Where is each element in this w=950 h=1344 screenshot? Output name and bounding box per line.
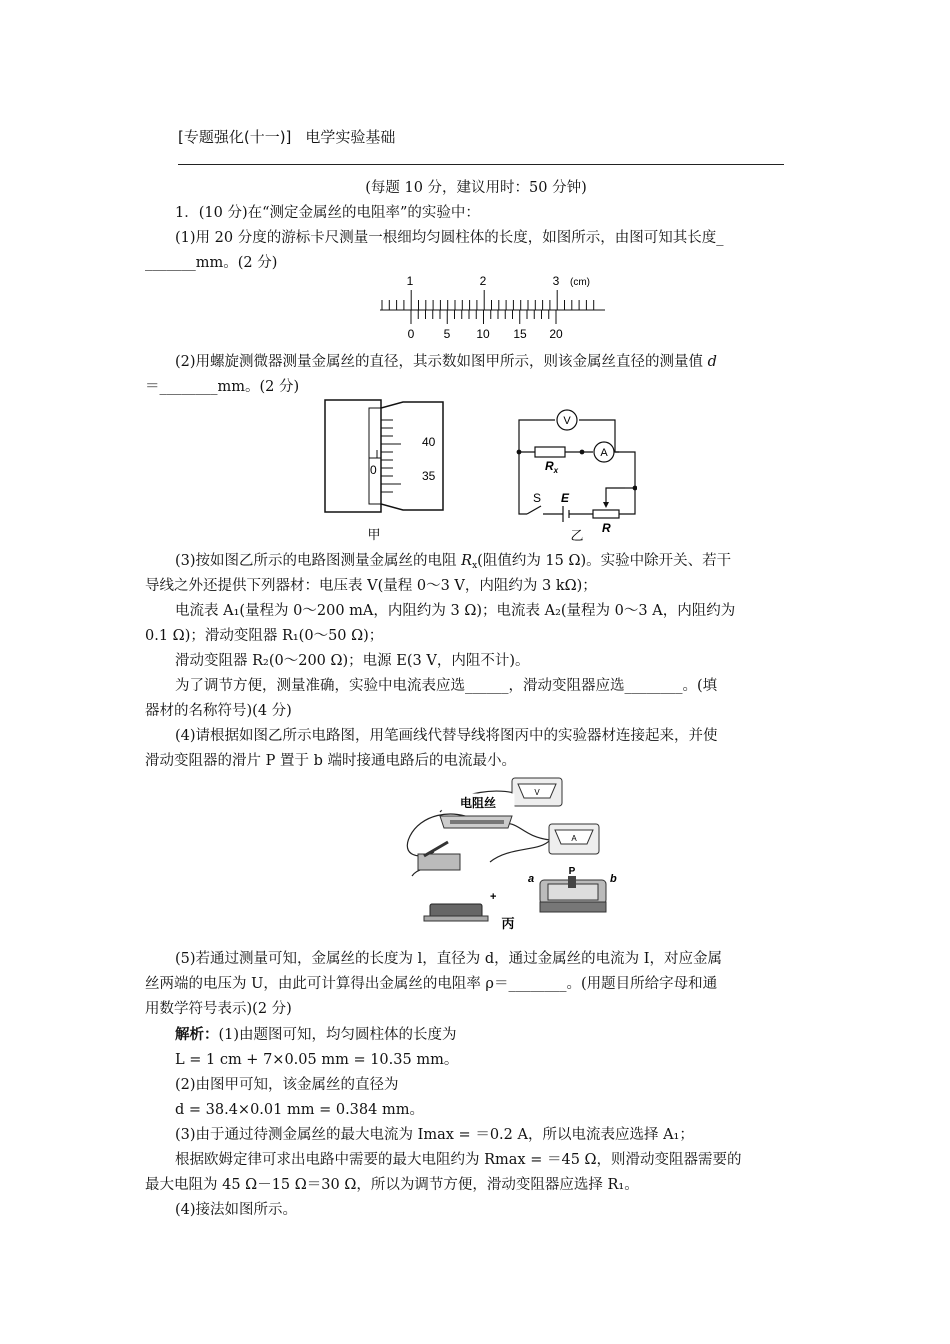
- solution-line4: d = 38.4×0.01 mm = 0.384 mm。: [175, 1102, 424, 1118]
- caliper-vernier-label: 10: [476, 327, 490, 341]
- apparatus-caption: 丙: [501, 916, 515, 931]
- page-title: 电学实验基础: [305, 128, 396, 146]
- circuit-switch-label: S: [533, 491, 542, 505]
- q1-p1-line2: _______mm。(2 分): [145, 255, 278, 271]
- apparatus-ammeter-label: A: [571, 834, 577, 843]
- q1-p3-line1: [145, 549, 731, 573]
- q1-p3-line5: 滑动变阻器 R₂(0～200 Ω)；电源 E(3 V，内阻不计)。: [175, 653, 530, 669]
- solution-label: 解析：: [175, 1026, 219, 1043]
- micrometer-label: 35: [422, 469, 436, 483]
- apparatus-end-b-label: b: [610, 873, 617, 885]
- apparatus-plus-label: +: [490, 891, 497, 903]
- q1-p3-sub: x: [472, 561, 478, 571]
- circuit-rx-letter: R: [545, 459, 554, 473]
- q1-p3-line6: 为了调节方便，测量准确，实验中电流表应选______，滑动变阻器应选________。(填: [175, 678, 718, 694]
- apparatus-end-a-label: a: [528, 873, 535, 885]
- vernier-caliper-figure: [380, 272, 610, 344]
- apparatus-wire-label: 电阻丝: [459, 796, 497, 810]
- circuit-diagram: [507, 402, 637, 546]
- circuit-ammeter-label: A: [600, 447, 608, 459]
- apparatus-figure: [400, 776, 620, 932]
- solution-line6: 根据欧姆定律可求出电路中需要的最大电阻约为 Rmax = ＝45 Ω，则滑动变阻器需要的: [175, 1152, 742, 1168]
- q1-p3-line7: 器材的名称符号)(4 分): [145, 703, 292, 719]
- q1-p2-line2: ＝________mm。(2 分): [145, 379, 300, 395]
- solution-line7: 最大电阻为 45 Ω－15 Ω＝30 Ω，所以为调节方便，滑动变阻器应选择 R₁。: [145, 1177, 639, 1193]
- caliper-vernier-label: 15: [513, 327, 527, 341]
- caliper-main-label: 1: [406, 274, 414, 288]
- circuit-rx-label: [545, 459, 559, 475]
- circuit-rx-sub: x: [553, 466, 559, 475]
- q1-p5-line1: (5)若通过测量可知，金属丝的长度为 l，直径为 d，通过金属丝的电流为 I，对应金属: [175, 951, 723, 967]
- topic-tag: [专题强化(十一)]: [178, 128, 292, 146]
- q1-p3-text-a: (3)按如图乙所示的电路图测量金属丝的电阻: [175, 553, 457, 569]
- time-note: (每题 10 分，建议用时：50 分钟): [365, 180, 587, 196]
- q1-p2-var: d: [707, 354, 717, 370]
- q1-p5-line2: 丝两端的电压为 U，由此可计算得出金属丝的电阻率 ρ＝________。(用题目所给字母和通: [145, 976, 718, 992]
- q1-p3-line3: 电流表 A₁(量程为 0～200 mA，内阻约为 3 Ω)；电流表 A₂(量程为 0～3 A，内阻约为: [175, 603, 736, 619]
- caliper-vernier-label: 20: [549, 327, 563, 341]
- micrometer-caption: 甲: [367, 527, 381, 542]
- q1-p3-line2: 导线之外还提供下列器材：电压表 V(量程 0～3 V，内阻约为 3 kΩ)；: [145, 578, 597, 594]
- caliper-main-label: 2: [479, 274, 487, 288]
- micrometer-figure: [323, 398, 453, 546]
- solution-line2: L = 1 cm + 7×0.05 mm = 10.35 mm。: [175, 1052, 459, 1068]
- caliper-vernier-label: 0: [407, 327, 415, 341]
- circuit-caption: 乙: [570, 528, 584, 543]
- header-rule: [178, 164, 784, 165]
- q1-p4-line2: 滑动变阻器的滑片 P 置于 b 端时接通电路后的电流最小。: [145, 753, 516, 769]
- solution-line3: (2)由图甲可知，该金属丝的直径为: [175, 1077, 399, 1093]
- caliper-vernier-label: 5: [443, 327, 451, 341]
- circuit-rheostat-label: R: [602, 521, 611, 535]
- solution-line1: [145, 1023, 457, 1047]
- apparatus-voltmeter-label: V: [534, 788, 540, 797]
- q1-p2-text: (2)用螺旋测微器测量金属丝的直径，其示数如图甲所示，则该金属丝直径的测量值: [175, 354, 704, 370]
- header: [178, 125, 395, 149]
- q1-p3-var: R: [461, 553, 473, 569]
- caliper-main-label: 3: [552, 274, 560, 288]
- caliper-unit: (cm): [570, 277, 590, 288]
- q1-intro: 1．(10 分)在“测定金属丝的电阻率”的实验中：: [175, 205, 480, 221]
- q1-p2-line1: [145, 350, 717, 374]
- micrometer-label: 0: [370, 463, 377, 477]
- q1-p4-line1: (4)请根据如图乙所示电路图，用笔画线代替导线将图丙中的实验器材连接起来，并使: [175, 728, 718, 744]
- q1-p1-line1: (1)用 20 分度的游标卡尺测量一根细均匀圆柱体的长度，如图所示，由图可知其长度_: [175, 230, 724, 246]
- circuit-voltmeter-label: V: [563, 415, 571, 427]
- q1-p3-text-b: (阻值约为 15 Ω)。实验中除开关、若干: [477, 553, 732, 569]
- solution-line5: (3)由于通过待测金属丝的最大电流为 Imax = ＝0.2 A，所以电流表应选择 A₁；: [175, 1127, 694, 1143]
- q1-p3-line4: 0.1 Ω)；滑动变阻器 R₁(0～50 Ω)；: [145, 628, 384, 644]
- apparatus-slider-label: P: [568, 866, 576, 877]
- solution-line8: (4)接法如图所示。: [175, 1202, 298, 1218]
- solution-text: (1)由题图可知，均匀圆柱体的长度为: [218, 1027, 457, 1043]
- q1-p5-line3: 用数学符号表示)(2 分): [145, 1001, 292, 1017]
- circuit-battery-label: E: [561, 491, 570, 505]
- micrometer-label: 40: [422, 435, 436, 449]
